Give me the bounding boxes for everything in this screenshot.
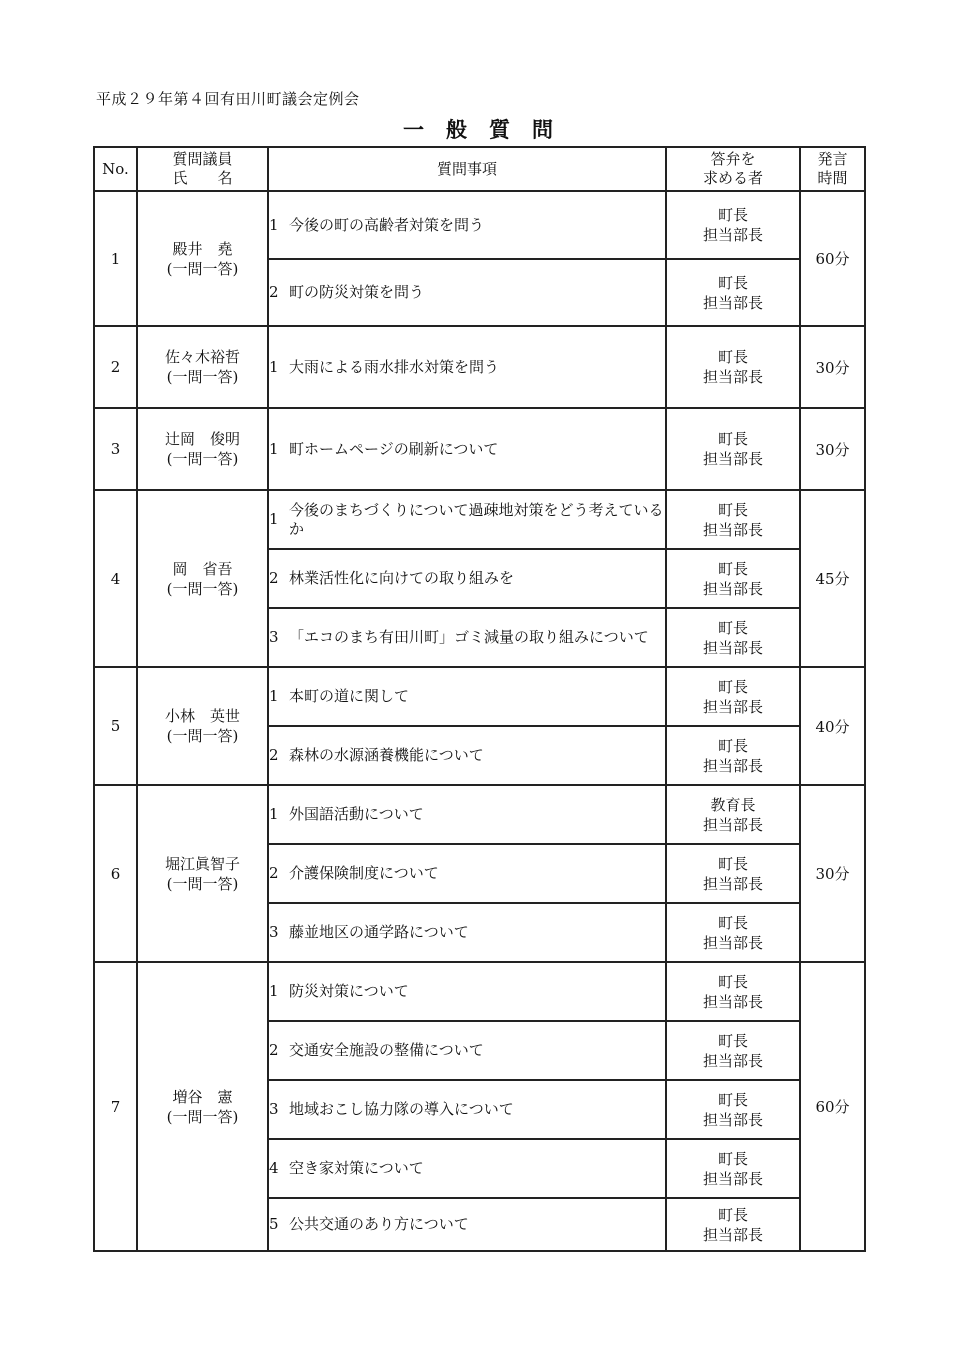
respondent-name: 担当部長 <box>702 756 763 775</box>
topic-cell <box>268 726 666 785</box>
respondent-name: 担当部長 <box>702 992 763 1011</box>
topic-number: 2 <box>269 864 279 882</box>
topic-cell <box>268 1021 666 1080</box>
header-respondent-line: 答弁を <box>710 150 756 168</box>
respondent-name: 町長 <box>717 677 748 696</box>
topic-item <box>269 216 665 235</box>
table-row <box>94 408 865 490</box>
topic-cell <box>268 1198 666 1251</box>
topic-item <box>269 1159 665 1178</box>
respondent-name: 担当部長 <box>702 638 763 657</box>
respondent-name: 町長 <box>717 1205 748 1224</box>
member-cell <box>137 408 268 490</box>
respondent-name: 町長 <box>717 1031 748 1050</box>
topic-number: 1 <box>269 439 279 458</box>
respondent-cell <box>666 1021 800 1080</box>
respondent-name: 町長 <box>717 559 748 578</box>
question-format: (一問一答) <box>166 368 239 386</box>
respondent-cell <box>666 726 800 785</box>
topic-item <box>269 982 665 1001</box>
header-time-line: 発言 <box>817 150 848 168</box>
question-format: (一問一答) <box>166 1107 239 1126</box>
respondent-name: 担当部長 <box>702 579 763 598</box>
speaking-time: 30分 <box>800 408 865 490</box>
header-time-line: 時間 <box>817 169 848 187</box>
respondent-cell <box>666 1198 800 1251</box>
topic-cell <box>268 191 666 259</box>
table-row <box>94 326 865 408</box>
topic-cell <box>268 785 666 844</box>
topic-cell <box>268 490 666 549</box>
topic-number: 3 <box>269 1100 279 1118</box>
member-name: 殿井 堯 <box>172 239 233 258</box>
question-format: (一問一答) <box>166 874 239 893</box>
speaking-time: 60分 <box>800 962 865 1251</box>
table-row <box>94 962 865 1021</box>
topic-number: 1 <box>269 687 279 705</box>
topic-item <box>269 746 665 765</box>
topic-text: 介護保険制度について <box>289 864 439 882</box>
topic-cell <box>268 259 666 326</box>
table-row <box>94 785 865 844</box>
respondent-name: 担当部長 <box>702 697 763 716</box>
table-row <box>94 191 865 259</box>
member-cell <box>137 191 268 326</box>
speaking-time: 40分 <box>800 667 865 785</box>
topic-number: 1 <box>269 982 279 1000</box>
topic-number: 1 <box>269 805 279 823</box>
question-number: 2 <box>94 326 137 408</box>
topic-cell <box>268 1080 666 1139</box>
question-number: 7 <box>94 962 137 1251</box>
question-format: (一問一答) <box>166 450 239 468</box>
topic-cell <box>268 326 666 408</box>
topic-text: 今後のまちづくりについて過疎地対策をどう考えているか <box>289 500 664 538</box>
respondent-cell <box>666 191 800 259</box>
respondent-name: 担当部長 <box>702 1225 763 1244</box>
topic-cell <box>268 667 666 726</box>
respondent-cell <box>666 903 800 962</box>
respondent-name: 担当部長 <box>702 1051 763 1070</box>
respondent-cell <box>666 962 800 1021</box>
member-name: 佐々木裕哲 <box>164 348 240 366</box>
respondent-cell <box>666 408 800 490</box>
session-title: 平成２９年第４回有田川町議会定例会 <box>96 90 360 108</box>
table-row <box>94 490 865 549</box>
respondent-name: 担当部長 <box>702 933 763 952</box>
respondent-name: 町長 <box>717 500 748 519</box>
respondent-cell <box>666 1139 800 1198</box>
topic-item <box>269 569 665 588</box>
topic-cell <box>268 608 666 667</box>
respondent-name: 教育長 <box>710 795 756 814</box>
topic-text: 地域おこし協力隊の導入について <box>289 1100 514 1118</box>
member-cell <box>137 490 268 667</box>
question-schedule-table <box>93 146 866 1252</box>
header-topic: 質問事項 <box>268 147 666 191</box>
table-body <box>94 191 865 1251</box>
topic-number: 2 <box>269 283 279 301</box>
table-header-row <box>94 147 865 191</box>
respondent-cell <box>666 1080 800 1139</box>
document-title: 一般質問 <box>403 117 575 142</box>
respondent-name: 町長 <box>717 972 748 991</box>
topic-item <box>269 440 665 459</box>
respondent-cell <box>666 844 800 903</box>
respondent-name: 担当部長 <box>702 815 763 834</box>
topic-number: 1 <box>269 215 279 234</box>
question-format: (一問一答) <box>166 727 239 745</box>
topic-text: 公共交通のあり方について <box>289 1215 469 1233</box>
header-respondent-line: 求める者 <box>702 169 763 187</box>
topic-item <box>269 864 665 883</box>
respondent-name: 担当部長 <box>702 368 763 386</box>
respondent-cell <box>666 490 800 549</box>
topic-item <box>269 358 665 377</box>
topic-text: 本町の道に関して <box>289 687 410 705</box>
respondent-cell <box>666 667 800 726</box>
member-name: 岡 省吾 <box>172 559 233 578</box>
topic-text: 交通安全施設の整備について <box>289 1041 484 1059</box>
topic-number: 2 <box>269 569 279 587</box>
question-number: 1 <box>94 191 137 326</box>
respondent-name: 町長 <box>717 736 748 755</box>
topic-number: 5 <box>269 1215 279 1233</box>
topic-text: 森林の水源涵養機能について <box>289 746 484 764</box>
topic-cell <box>268 903 666 962</box>
speaking-time: 60分 <box>800 191 865 326</box>
respondent-name: 町長 <box>717 913 748 932</box>
topic-item <box>269 501 665 539</box>
respondent-name: 担当部長 <box>702 293 763 312</box>
question-number: 6 <box>94 785 137 962</box>
header-no: No. <box>94 147 137 191</box>
topic-item <box>269 1215 665 1234</box>
member-cell <box>137 785 268 962</box>
respondent-name: 担当部長 <box>702 450 763 468</box>
topic-cell <box>268 549 666 608</box>
topic-cell <box>268 962 666 1021</box>
member-name: 堀江眞智子 <box>164 854 240 873</box>
respondent-name: 町長 <box>717 430 748 448</box>
topic-item <box>269 923 665 942</box>
topic-item <box>269 283 665 302</box>
respondent-name: 担当部長 <box>702 226 763 244</box>
header-member-line: 氏 名 <box>172 169 233 187</box>
question-number: 3 <box>94 408 137 490</box>
header-member <box>137 147 268 191</box>
topic-text: 「エコのまち有田川町」ゴミ減量の取り組みについて <box>289 628 649 646</box>
topic-number: 2 <box>269 746 279 764</box>
header-time <box>800 147 865 191</box>
topic-item <box>269 628 665 647</box>
member-name: 増谷 憲 <box>172 1087 233 1106</box>
respondent-name: 町長 <box>717 1090 748 1109</box>
respondent-name: 担当部長 <box>702 1169 763 1188</box>
topic-text: 町の防災対策を問う <box>289 283 425 301</box>
respondent-cell <box>666 608 800 667</box>
topic-item <box>269 805 665 824</box>
respondent-name: 町長 <box>717 1149 748 1168</box>
member-cell <box>137 667 268 785</box>
respondent-cell <box>666 785 800 844</box>
member-name: 小林 英世 <box>164 707 240 725</box>
respondent-cell <box>666 549 800 608</box>
topic-text: 林業活性化に向けての取り組みを <box>289 569 515 587</box>
question-format: (一問一答) <box>166 259 239 278</box>
respondent-name: 担当部長 <box>702 1110 763 1129</box>
respondent-name: 町長 <box>717 273 748 292</box>
topic-text: 今後の町の高齢者対策を問う <box>289 215 485 234</box>
topic-item <box>269 1100 665 1119</box>
table-row <box>94 667 865 726</box>
header-respondent <box>666 147 800 191</box>
question-number: 5 <box>94 667 137 785</box>
topic-text: 大雨による雨水排水対策を問う <box>289 357 500 376</box>
topic-number: 3 <box>269 628 279 646</box>
respondent-name: 担当部長 <box>702 520 763 539</box>
topic-number: 2 <box>269 1041 279 1059</box>
topic-text: 藤並地区の通学路について <box>289 923 469 941</box>
member-cell <box>137 326 268 408</box>
topic-number: 4 <box>269 1159 279 1177</box>
member-cell <box>137 962 268 1251</box>
topic-cell <box>268 844 666 903</box>
respondent-name: 町長 <box>717 206 748 224</box>
question-format: (一問一答) <box>166 579 239 598</box>
topic-number: 1 <box>269 357 279 376</box>
respondent-cell <box>666 259 800 326</box>
header-member-line: 質問議員 <box>172 150 233 168</box>
speaking-time: 45分 <box>800 490 865 667</box>
respondent-name: 担当部長 <box>702 874 763 893</box>
respondent-name: 町長 <box>717 618 748 637</box>
respondent-name: 町長 <box>717 854 748 873</box>
speaking-time: 30分 <box>800 785 865 962</box>
topic-text: 外国語活動について <box>289 805 424 823</box>
topic-item <box>269 1041 665 1060</box>
question-number: 4 <box>94 490 137 667</box>
member-name: 辻岡 俊明 <box>164 430 240 448</box>
topic-cell <box>268 408 666 490</box>
topic-text: 町ホームページの刷新について <box>289 439 499 458</box>
topic-number: 3 <box>269 923 279 941</box>
respondent-cell <box>666 326 800 408</box>
speaking-time: 30分 <box>800 326 865 408</box>
topic-text: 防災対策について <box>289 982 409 1000</box>
respondent-name: 町長 <box>717 348 748 366</box>
topic-cell <box>268 1139 666 1198</box>
topic-item <box>269 687 665 706</box>
topic-text: 空き家対策について <box>289 1159 424 1177</box>
topic-number: 1 <box>269 510 279 528</box>
